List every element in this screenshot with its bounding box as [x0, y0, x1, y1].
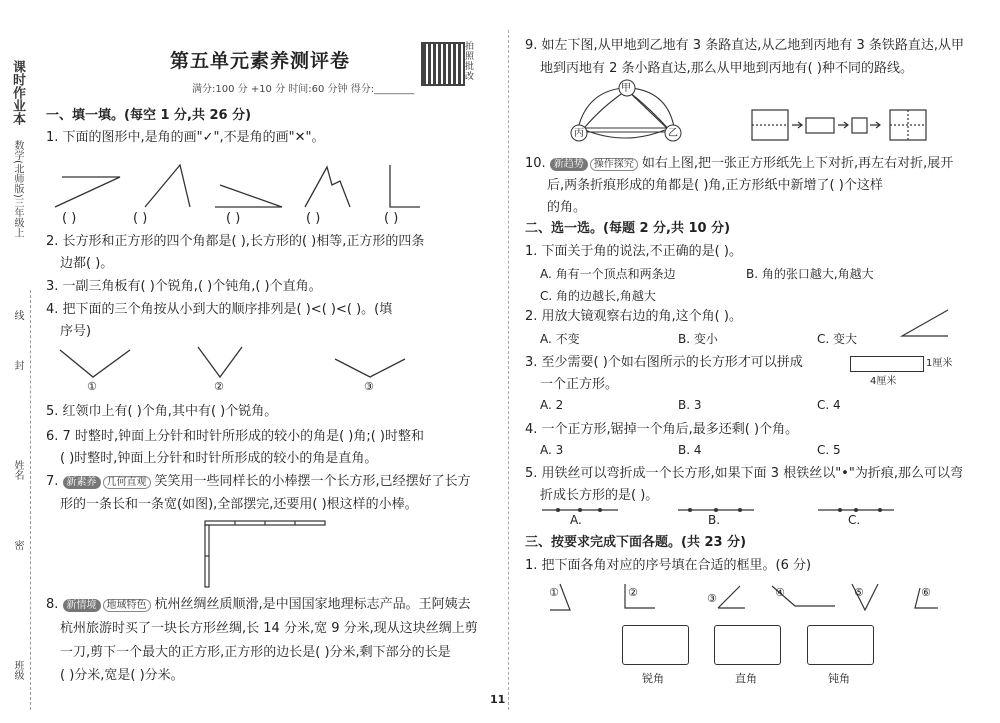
s5-option-b[interactable]: B. — [708, 513, 721, 527]
t1-text: 1. 把下面各角对应的序号填在合适的框里。(6 分) — [525, 558, 812, 573]
column-divider — [508, 30, 509, 710]
s3-option-a[interactable]: A. 2 — [540, 398, 564, 412]
q1-figure-5 — [390, 165, 420, 207]
q7-tag-topic: 几何直观 — [103, 476, 151, 489]
s2-angle-figure — [900, 308, 950, 338]
q7-line1: 7. 新素养 几何直观 笑笑用一些同样长的小棒摆一个长方形,已经摆好了长方 — [46, 474, 471, 489]
section-3-heading: 三、按要求完成下面各题。(共 23 分) — [525, 535, 747, 550]
s1-text: 1. 下面关于角的说法,不正确的是( )。 — [525, 244, 742, 259]
q4-label-2: ② — [214, 380, 224, 393]
book-title: 课时作业本 — [10, 60, 25, 125]
subject-label: 数学(北师版)三年级上 — [12, 140, 23, 238]
q2-text-line2: 边都( )。 — [60, 256, 114, 271]
q4-text-line1: 4. 把下面的三个角按从小到大的顺序排列是( )<( )<( )。(填 — [46, 302, 393, 317]
t1-label-5: ⑤ — [854, 586, 864, 599]
q9-text-line2: 地到丙地有 2 条小路直达,那么从甲地到丙地有( )种不同的路线。 — [540, 61, 913, 76]
s3-text-line2: 一个正方形。 — [540, 377, 619, 392]
s1-option-c[interactable]: C. 角的边越长,角越大 — [540, 289, 656, 303]
acute-angle-box[interactable] — [622, 625, 689, 665]
q9-text-line1: 9. 如左下图,从甲地到乙地有 3 条路直达,从乙地到丙地有 3 条铁路直达,从甲 — [525, 38, 965, 53]
q4-label-1: ① — [87, 380, 97, 393]
right-angle-label: 直角 — [735, 672, 757, 685]
q7-text-line1: 笑笑用一些同样长的小棒摆一个长方形,已经摆好了长方 — [154, 474, 471, 489]
s1-option-a[interactable]: A. 角有一个顶点和两条边 — [540, 267, 676, 281]
q1-figure-4 — [305, 167, 350, 207]
q8-line1: 8. 新情境 地域特色 杭州丝绸丝质顺滑,是中国国家地理标志产品。王阿姨去 — [46, 597, 471, 612]
seal-label: 封 — [12, 360, 23, 370]
s3-rectangle-figure — [850, 356, 924, 372]
t1-label-4: ④ — [775, 586, 785, 599]
section-2-heading: 二、选一选。(每题 2 分,共 10 分) — [525, 221, 731, 236]
s2-option-a[interactable]: A. 不变 — [540, 332, 580, 346]
place-bing: 丙 — [574, 128, 584, 139]
t1-label-3: ③ — [707, 592, 717, 605]
q1-figures — [50, 155, 420, 215]
q8-text-line4: ( )分米,宽是( )分米。 — [60, 668, 184, 683]
q7-text-line2: 形的一条长和一条宽(如图),全部摆完,还要用( )根这样的小棒。 — [60, 497, 418, 512]
q8-tag-topic: 地域特色 — [103, 599, 151, 612]
seal-line-label: 线 — [12, 310, 23, 320]
obtuse-angle-box[interactable] — [807, 625, 874, 665]
q10-text-line2: 后,两条折痕形成的角都是( )角,正方形纸中新增了( )个这样 — [547, 178, 883, 193]
q1-figure-1 — [55, 177, 120, 207]
q1-blank-3[interactable]: ( ) — [226, 211, 241, 226]
q8-text-line3: 一刀,剪下一个最大的正方形,正方形的边长是( )分米,剩下部分的长是 — [60, 645, 451, 660]
q10-folding-figure — [750, 108, 950, 144]
right-angle-box[interactable] — [714, 625, 781, 665]
q10-tag-new: 新趋势 — [550, 158, 588, 171]
s3-text-line1: 3. 至少需要( )个如右图所示的长方形才可以拼成 — [525, 355, 803, 370]
q5-text: 5. 红领巾上有( )个角,其中有( )个锐角。 — [46, 404, 278, 419]
t1-angles — [540, 580, 950, 614]
q1-blank-2[interactable]: ( ) — [133, 211, 148, 226]
q1-figure-2 — [145, 165, 190, 207]
s5-text-line1: 5. 用铁丝可以弯折成一个长方形,如果下面 3 根铁丝以"•"为折痕,那么可以弯 — [525, 466, 963, 481]
section-1-heading: 一、填一填。(每空 1 分,共 26 分) — [46, 108, 252, 123]
s3-option-b[interactable]: B. 3 — [678, 398, 702, 412]
q6-text-line2: ( )时整时,钟面上分针和时针所形成的较小的角是直角。 — [60, 451, 378, 466]
cut-line — [30, 290, 31, 710]
s2-option-b[interactable]: B. 变小 — [678, 332, 718, 346]
s3-length-label: 4厘米 — [870, 376, 897, 387]
place-jia: 甲 — [621, 83, 631, 94]
q7-sticks-figure — [200, 515, 330, 590]
q10-tag-topic: 操作探究 — [590, 158, 638, 171]
obtuse-angle-label: 钝角 — [828, 672, 850, 685]
secret-label: 密 — [12, 540, 23, 550]
qr-caption: 拍照批改 — [465, 42, 475, 82]
exam-info: 满分:100 分 +10 分 时间:60 分钟 得分:________ — [192, 84, 415, 95]
binding-strip — [4, 60, 36, 710]
s3-option-c[interactable]: C. 4 — [817, 398, 841, 412]
q8-text-line1: 杭州丝绸丝质顺滑,是中国国家地理标志产品。王阿姨去 — [154, 597, 471, 612]
q1-blank-1[interactable]: ( ) — [62, 211, 77, 226]
q1-blank-5[interactable]: ( ) — [384, 211, 399, 226]
q1-figure-3 — [215, 185, 282, 207]
q1-text: 1. 下面的图形中,是角的画"✓",不是角的画"✕"。 — [46, 130, 325, 145]
name-label: 姓名 — [12, 460, 23, 480]
acute-angle-label: 锐角 — [642, 672, 664, 685]
t1-label-1: ① — [549, 586, 559, 599]
q8-tag-new: 新情境 — [63, 599, 101, 612]
class-label: 班级 — [12, 660, 23, 680]
s2-option-c[interactable]: C. 变大 — [817, 332, 858, 346]
s4-option-a[interactable]: A. 3 — [540, 443, 564, 457]
s4-option-c[interactable]: C. 5 — [817, 443, 841, 457]
s2-text: 2. 用放大镜观察右边的角,这个角( )。 — [525, 309, 742, 324]
q1-blank-4[interactable]: ( ) — [306, 211, 321, 226]
qr-code-icon[interactable] — [421, 42, 465, 86]
q4-text-line2: 序号) — [60, 324, 92, 339]
q10-text-line1: 如右上图,把一张正方形纸先上下对折,再左右对折,展开 — [641, 156, 954, 171]
s1-option-b[interactable]: B. 角的张口越大,角越大 — [746, 267, 874, 281]
t1-label-2: ② — [628, 586, 638, 599]
q6-text-line1: 6. 7 时整时,钟面上分针和时针所形成的较小的角是( )角;( )时整和 — [46, 429, 425, 444]
s5-option-a[interactable]: A. — [570, 513, 582, 527]
q7-tag-new: 新素养 — [63, 476, 101, 489]
q4-label-3: ③ — [364, 380, 374, 393]
s5-option-c[interactable]: C. — [848, 513, 861, 527]
t1-label-6: ⑥ — [921, 586, 931, 599]
q2-text-line1: 2. 长方形和正方形的四个角都是( ),长方形的( )相等,正方形的四条 — [46, 234, 425, 249]
page-title: 第五单元素养测评卷 — [170, 50, 351, 72]
page-number: 11 — [490, 693, 506, 706]
s3-width-label: 1厘米 — [926, 358, 953, 369]
s4-text: 4. 一个正方形,锯掉一个角后,最多还剩( )个角。 — [525, 422, 799, 437]
place-yi: 乙 — [668, 128, 678, 139]
q10-text-line3: 的角。 — [547, 200, 587, 215]
s5-text-line2: 折成长方形的是( )。 — [540, 488, 659, 503]
s4-option-b[interactable]: B. 4 — [678, 443, 702, 457]
q4-angles — [55, 345, 415, 395]
q3-text: 3. 一副三角板有( )个锐角,( )个钝角,( )个直角。 — [46, 279, 322, 294]
q10-line1: 10. 新趋势 操作探究 如右上图,把一张正方形纸先上下对折,再左右对折,展开 — [525, 156, 954, 171]
q8-text-line2: 杭州旅游时买了一块长方形丝绸,长 14 分米,宽 9 分米,现从这块丝绸上剪 — [60, 621, 478, 636]
